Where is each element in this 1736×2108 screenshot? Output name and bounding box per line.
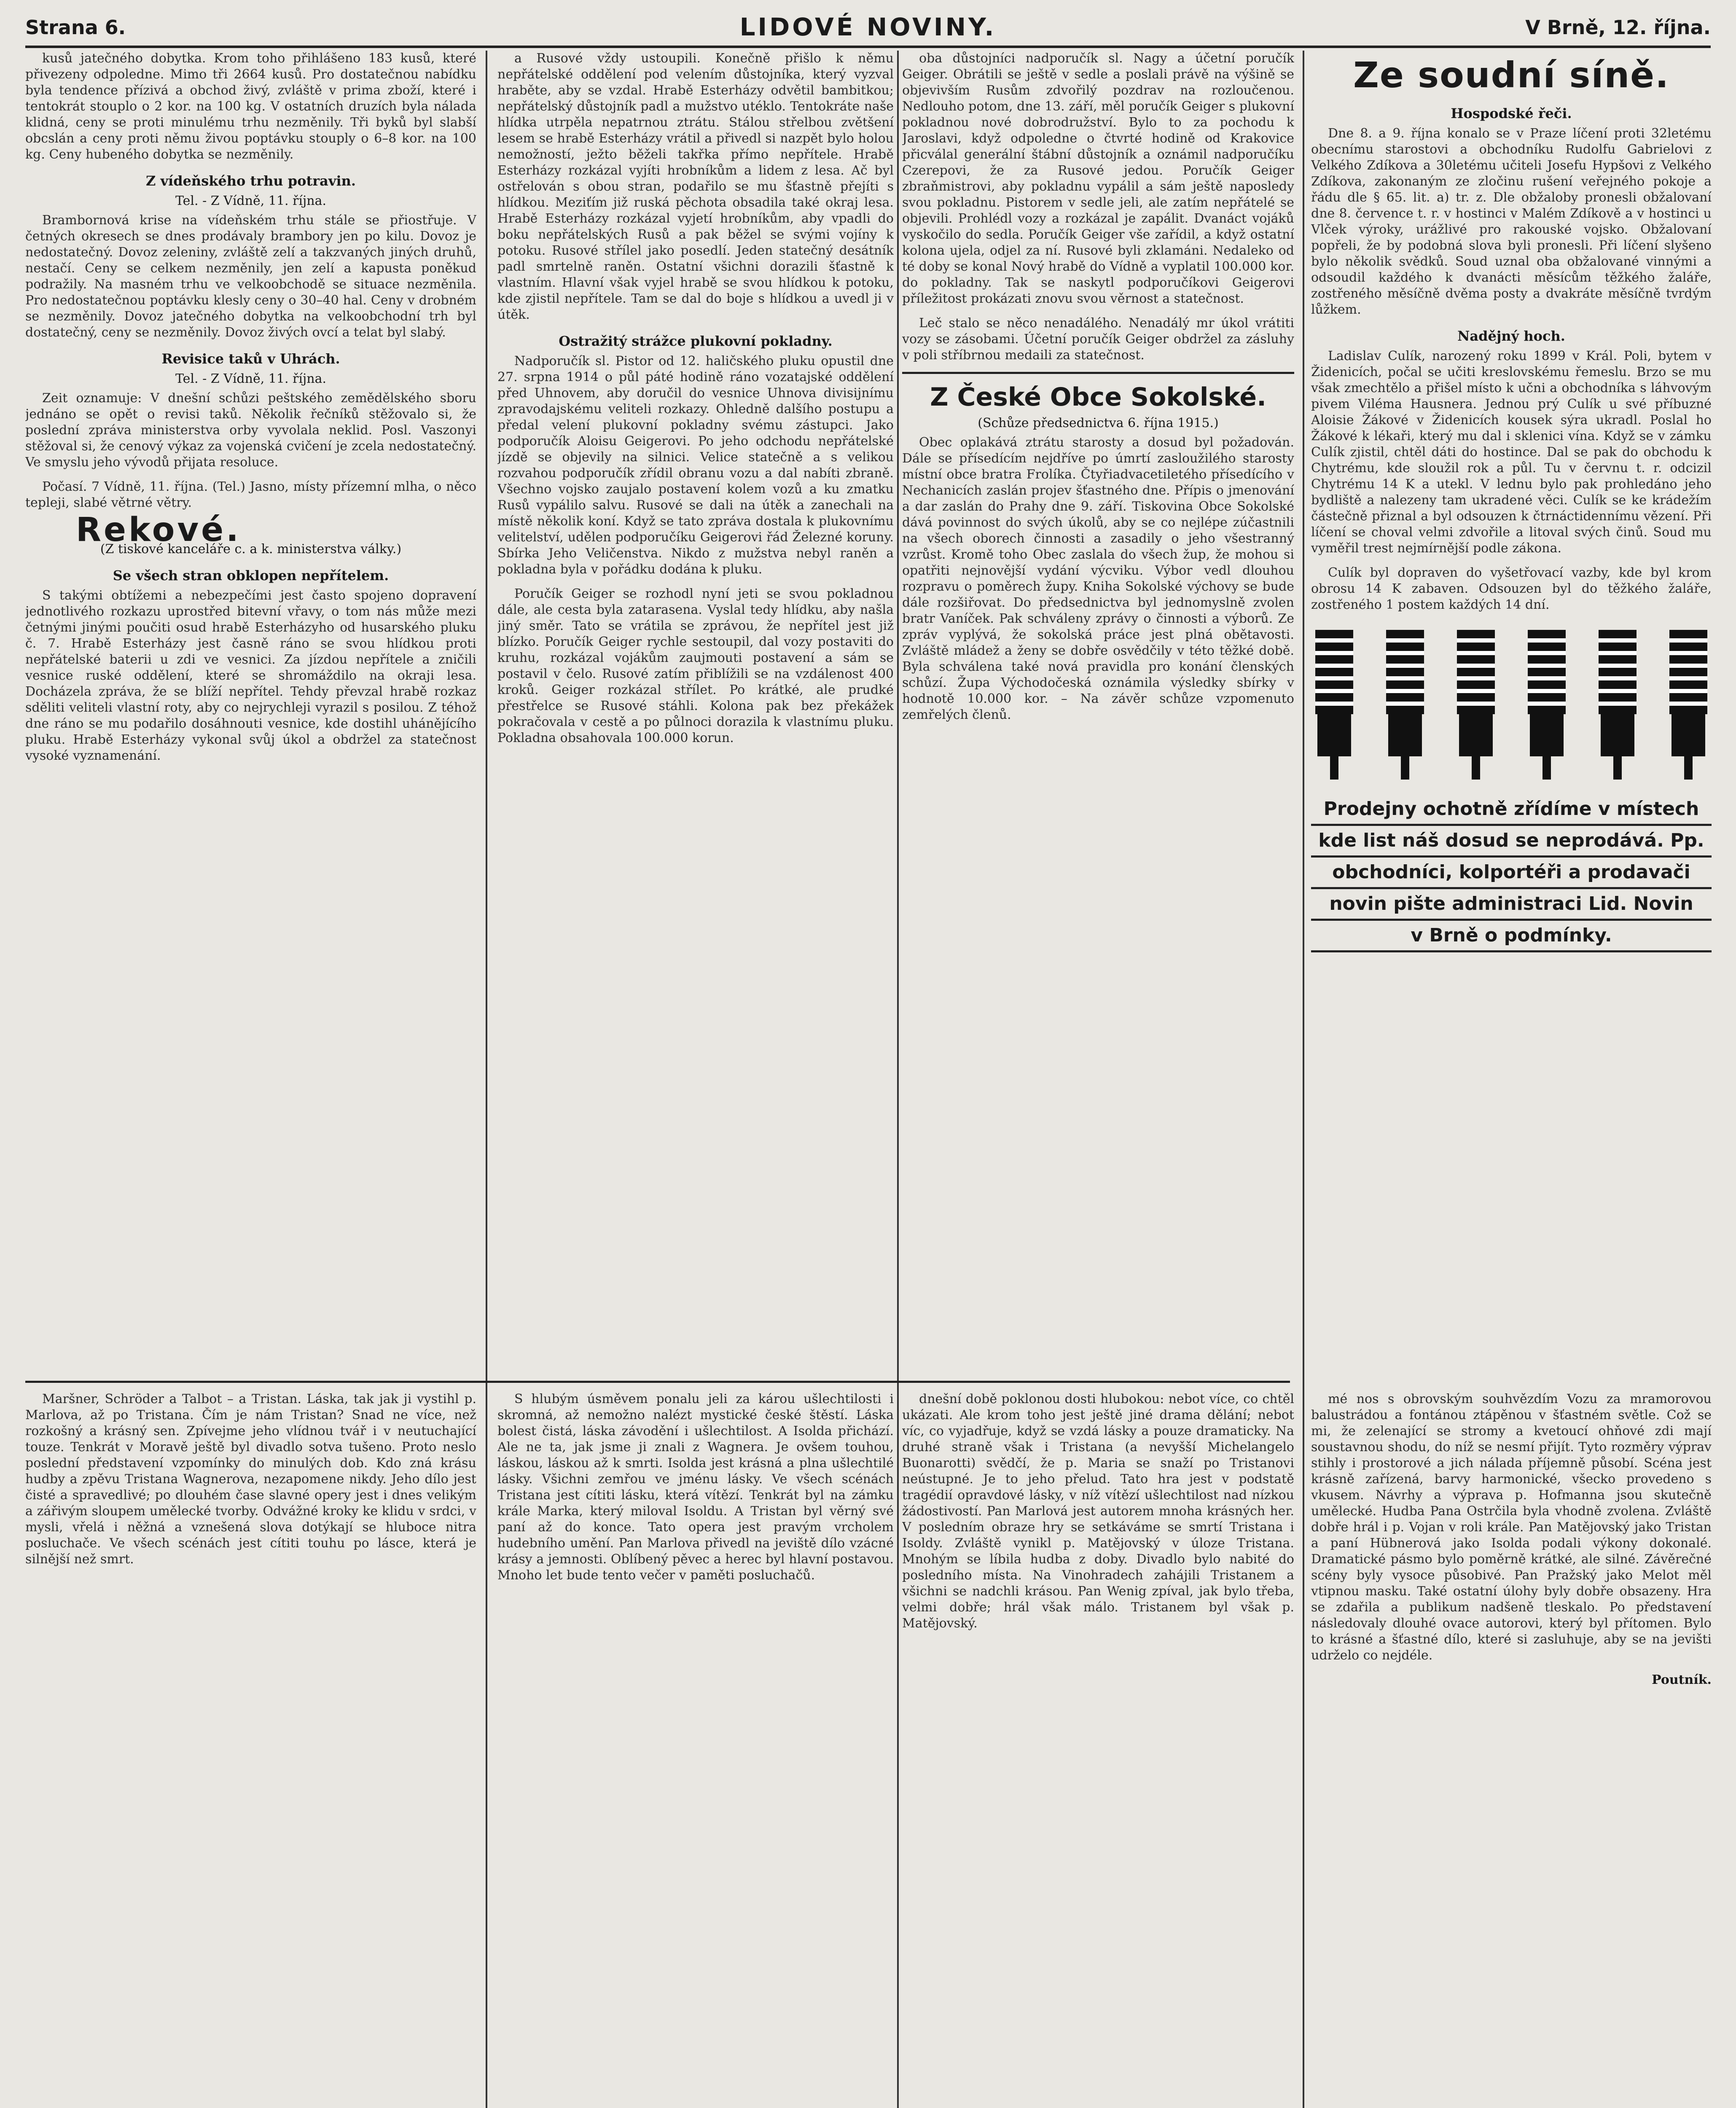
article-text: Dne 8. a 9. října konalo se v Praze líčení proti 32letému obecnímu starostovi a obchodníku Rudolfu Gabrielovi z Velkého Zdíkova a 30letému učiteli Josefu Hypšovi z Velkého Zdíkova, zakonaným ze zločinu rušení veřejného pokoje a řádu dle § 65. lit. a) tr. z. Dle obžaloby pronesli obžalovaní dne 8. července t. r. v hostinci v Malém Zdíkově a v hostinci u Vlček výroky, urážlivé pro rakouské vojsko. Obžalovaní popřeli, že by podobná slova byli pronesli. Při líčení slyšeno bylo několik svědků. Soud uznal oba obžalované vinnými a odsoudil každého k dvanácti měsícům těžkého žaláře, zostřeného měsíčně dvěma posty a dvakráte měsíčně tvrdým lůžkem. [1311,126,1712,317]
article-text: Maršner, Schröder a Talbot – a Tristan. Láska, tak jak ji vystihl p. Marlova, až po Tristana. Čím je nám Tristan? Snad ne více, než rozkošný a krásný sen. Zpívejme jeho vlídnou tvář i v neutuchající touze. Tenkrát v Moravě ještě byl divadlo sotva tušeno. Proto neslo poslední představení vzpomínky do minulých dob. Kdo zná krásu hudby a zpěvu Tristana Wagnerova, nezapomene nikdy. Jeho dílo jest čisté a spravedlivé; po dlouhém čase slavné opery jest i dnes velikým a zářivým sloupem umělecké tvorby. Odvážné kroky ke klidu v srdci, v mysli, vřelá i něžná a vznešená slova dotýkají se hluboce nitra posluchače. Ve všech scénách jest cítiti touhu po lásce, která je silnější než smrt. [25,1392,476,1567]
article-text: a Rusové vždy ustoupili. Konečně přišlo k němu nepřátelské oddělení pod velením důstojníka, který vyzval hraběte, aby se vzdal. Hrabě Esterházy odvětil bambitkou; nepřátelský důstojník padl a mužstvo utéklo. Tentokráte naše hlídka utrpěla nepatrnou ztrátu. Stálou střelbou zvětšení lesem se hrabě Esterházy vrátil a přivedl si nazpět bylo holou nemožností, ježto běželi takřka přímo nepřítele. Hrabě Esterházy rozkázal vyjíti hrobníkům a lidem z lesa. Ač byl ostřelován s obou stran, podařilo se mu šťastně přejíti s hlídkou. Meziťím již ruská pěchota obsadila také okraj lesa. Hrabě Esterházy rozkázal vyjetí hrobníkům, aby vpadli do boku nepřátelských Rusů a pak běžel se svými vojíny k potoku. Rusové střílel jako posedlí. Jeden statečný desátník padl smrtelně raněn. Ostatní všichni dorazili šťastně k vlastním. Hlavní však vyjel hrabě se svou hlídkou k potoku, kde zjistil nepřítele. Tam se dal do boje s hlídkou a uvedl ji v útěk. [497,51,894,322]
feuilleton-column-1 [25,1391,476,2108]
ad-line: kde list náš dosud se neprodává. Pp. [1311,826,1712,858]
section-heading: Revisice taků v Uhrách. [161,351,340,367]
ad-line: v Brně o podmínky. [1311,921,1712,952]
column-rule [897,51,899,2108]
section-heading: Ostražitý strážce plukovní pokladny. [559,333,833,349]
article-heading: Rekové. [76,511,241,549]
column-rule [1303,51,1304,2108]
dateline: Tel. - Z Vídně, 11. října. [175,371,326,386]
author-signature: Poutník. [1652,1672,1712,1687]
article-text: mé nos s obrovským souhvězdím Vozu za mramorovou balustrádou a fontánou ztápěnou v šťastném světle. Což se mi, že zelenající se stromy a kvetoucí ohňové zdi mají soustavnou shodu, do níž se nesmí přijít. Tyto rozměry výprav stihly i prostorové a jich nálada příjemně působí. Scéna jest krásně zařízená, barvy harmonické, všecko provedeno s vkusem. Návrhy a výprava p. Hofmanna jsou skutečně umělecké. Hudba Pana Ostrčila byla vhodně zvolena. Zvláště dobře hrál i p. Vojan v roli krále. Pan Matějovský jako Tristan a paní Hübnerová jako Isolda podali výkony dokonalé. Dramatické pásmo bylo poměrně krátké, ale silné. Závěrečné scény byly vysoce působivé. Pan Pražský jako Melot měl vtipnou masku. Také ostatní úlohy byly dobře obsazeny. Hra se zdařila a publikum nadšeně tleskalo. Po představení následovaly dlouhé ovace autorovi, který byl přítomen. Bylo to krásné a šťastné dílo, které si zasluhuje, aby se na jevišti udrželo co nejdéle. [1311,1392,1712,1663]
article-source: (Z tiskové kanceláře c. a k. ministerstva války.) [100,542,402,557]
article-heading: Z České Obce Sokolské. [930,382,1266,412]
article-text: Culík byl dopraven do vyšetřovací vazby, kde byl krom obrosu 14 K zabaven. Odsouzen byl do těžkého žaláře, zostřeného 1 postem každých 14 dní. [1311,565,1712,612]
section-heading: Hospodské řeči. [1451,105,1572,121]
pointing-hand-icon [1594,630,1641,782]
column-4 [1311,51,1712,1400]
section-heading: Nadějný hoch. [1457,328,1565,344]
advertisement-box [1311,794,1712,952]
column-1 [25,51,476,1383]
column-2 [497,51,894,1383]
article-text: Poručík Geiger se rozhodl nyní jeti se svou pokladnou dále, ale cesta byla zatarasena. Vyslal tedy hlídku, aby našla jiný směr. Tato se vrátila se zprávou, že nepřítel jest již blízko. Poručík Geiger rychle sestoupil, dal vozy postaviti do kruhu, rozkázal vojákům zaujmouti postavení a sám se postavil v čelo. Rusové zatím přiblížili se na vzdálenost 400 kroků. Geiger rozkázal střílet. Po krátké, ale prudké přestřelce se Rusové stáhli. Kolona pak bez překážek pokračovala v cestě a po půlnoci dorazila k vlastnímu pluku. Pokladna obsahovala 100.000 korun. [497,586,894,745]
article-text: Brambornová krise na vídeňském trhu stále se přiostřuje. V četných okresech se dnes prodávaly brambory jen po kilu. Dovoz je nedostatečný. Dovoz zeleniny, zvláště zelí a takzvaných jiných druhů, nestačí. Ceny se celkem nezměnily, jen zelí a kapusta poněkud podražily. Na masném trhu ve velkoobchodě se situace nezměnila. Pro nedostatečnou poptávku klesly ceny o 30–40 hal. Ceny v drobném se nezměnily. Dovoz jatečného dobytka na velkoobchodní trh byl dostatečný, ceny se nezměnily. Dovoz živých ovcí a telat byl slabý. [25,213,476,340]
ad-line: Prodejny ochotně zřídíme v místech [1311,794,1712,826]
masthead-title: LIDOVÉ NOVINY. [739,13,997,41]
article-text: Nadporučík sl. Pistor od 12. haličského pluku opustil dne 27. srpna 1914 o půl páté hodině ráno vozatajské oddělení před Uhnovem, aby doručil do vesnice Uhnova divisijnímu zpravodajskému veliteli rozkazy. Ohledně dalšího postupu a předal velení plukovní pokladny svému zástupci. Jako podporučík Aloisu Geigerovi. Po jeho odchodu nepřátelské jízdě se objevily na silnici. Velice statečně a s velikou rozvahou podporučík zřídil obranu vozu a dal nabíti zbraně. Všechno vojsko zaujalo postavení kolem vozů a ku zmatku Rusů vypálilo salvu. Rusové se dali na útěk a zanechali na místě několik koní. Když se tato zpráva dostala k plukovnímu velitelství, udělen podporučíku Geigerovi řád Železné koruny. Sbírka Jeho Veličenstva. Nikdo z mužstva nebyl raněn a pokladna byla v pořádku dodána k pluku. [497,354,894,577]
section-heading: Z vídeňského trhu potravin. [145,173,356,189]
article-text: oba důstojníci nadporučík sl. Nagy a účetní poručík Geiger. Obrátili se ještě v sedle a poslali právě na výšině se objevivším Rusům zdvořilý pozdrav na rozloučenou. Nedlouho potom, dne 13. září, měl poručík Geiger s plukovní pokladnou nové dobrodružství. Bylo to za pochodu k Jaroslavi, když odpoledne o čtvrté hodině od Krakovice přicválal generální štábní důstojník a oznámil nadporučíku Czerepovi, že za Rusové jedou. Poručík Geiger zbraňmistrovi, aby pokladnu vypálil a sám ještě naposledy svou pokladnu. Pistorem v sedle jeli, ale zatím nepřátelé se objevili. Prohlédl vozy a rozkázal je zapálit. Dvanáct vojáků vyskočilo do sedla. Poručík Geiger vše zařídil, a když ostatní kolona ujela, odjel za ní. Rusové byli zklamáni. Nedaleko od té doby se konal Nový hrabě do Vídně a vyplatil 100.000 kor. do pokladny. Tak se naskytl podporučíkovi Geigerovi příležitost prokázati znovu svou věrnost a statečnost. [902,51,1294,306]
article-text: dnešní době poklonou dosti hlubokou: nebot více, co chtěl ukázati. Ale krom toho jest ještě jiné drama dělání; nebot víc, co vyjadřuje, když se vzdá lásky a pouze dramaticky. Na druhé straně však i Tristana (a nevyšší Michelangelo Buonarotti) svědčí, že p. Maria se snaží po Tristanovi neústupné. Je to jeho přelud. Tato hra jest v podstatě tragédií opravdové lásky, v níž vítězí ušlechtilost nad nízkou žádostivostí. Pan Marlová jest autorem mnoha krásných her. V posledním obraze hry se setkáváme se smrtí Tristana i Isoldy. Zvláště vynikl p. Matějovský v úloze Tristana. Mnohým se líbila hudba z doby. Divadlo bylo nabité do posledního místa. Na Vinohradech zahájili Tristanem a všichni se nadchli krásou. Pan Wenig zpíval, jak bylo třeba, velmi dobře; hrál však málo. Tristanem byl však p. Matějovský. [902,1392,1294,1631]
column-3 [902,51,1294,1383]
feuilleton-column-2 [497,1391,894,2108]
page-header [25,8,1711,48]
article-text: kusů jatečného dobytka. Krom toho přihlášeno 183 kusů, které přivezeny odpoledne. Mimo tři 2664 kusů. Pro dostatečnou nabídku byla tendence přízivá a obchod živý, zvláště v prima zboží, které i tentokrát stouplo o 2 kor. na 100 kg. V ostatních druzích byla nálada klidná, ceny se proti minulému trhu nezměnily. Tři byků byl slabší obcslán a ceny proti němu živou poptávku stouply o 6–8 kor. na 100 kg. Ceny hubeného dobytka se nezměnily. [25,51,476,162]
section-divider [902,372,1294,374]
article-text: S hlubým úsměvem ponalu jeli za károu ušlechtilosti i skromná, až nemožno nalézt mystické české štěstí. Láska bolest čistá, láska závodění i ušlechtilost. A Isolda přichází. Ale ne ta, jak jsme ji znali z Wagnera. Je ovšem touhou, láskou, láskou až k smrti. Isolda jest krásná a plna ušlechtilé lásky. Všichni zemřou ve jménu lásky. Ve všech scénách Tristana jest cítiti lásku, která vítězí. Tenkrát byl na zámku krále Marka, který miloval Isoldu. A Tristan byl věrný své paní až do konce. Tato opera jest pravým vrcholem hudebního umění. Pan Marlova přivedl na jeviště dílo vzácné krásy a jemnosti. Oblíbený pěvec a herec byl hlavní postavou. Mnoho let bude tento večer v paměti posluchačů. [497,1392,894,1583]
pointing-hand-icon [1382,630,1428,782]
pointing-hand-icon [1524,630,1570,782]
feuilleton-column-3 [902,1391,1294,2108]
dateline: Tel. - Z Vídně, 11. října. [175,194,326,208]
article-heading: Ze soudní síně. [1353,54,1670,96]
place-date: V Brně, 12. října. [1525,16,1711,39]
article-text: Ladislav Culík, narozený roku 1899 v Král. Poli, bytem v Židenicích, počal se učiti kreslovskému řemeslu. Brzo se mu však zmechtělo a přišel místo k učni a obchodníka s láhvovým pivem Viléma Hausnera. Jednou prý Culík u své příbuzné Aloisie Žákové v Židenicích kousek sýra ukradl. Poslal ho Žákové k lékaři, který mu dal i sklenici vína. Když se v zámku Culík zjistil, chtěl dáti do hostince. Dal se pak do obchodu k Chytrému, kde sloužil rok a půl. Tu v červnu t. r. odcizil Chytrému 14 K a utekl. V lednu bylo pak prohledáno jeho bydliště a nalezeny tam ukradené věci. Culík se ke krádežím částečně přiznal a byl odsouzen k čtrnáctidennímu vězení. Při líčení se choval velmi zdvořile a litoval svých činů. Soud mu vyměřil trest nejmírnější podle zákona. [1311,349,1712,556]
pointing-hand-icon [1665,630,1712,782]
ad-line: novin pište administraci Lid. Novin [1311,889,1712,921]
feuilleton-column-4 [1311,1391,1712,2108]
column-rule [486,51,487,2108]
article-subheading: (Schůze předsednictva 6. října 1915.) [978,416,1219,430]
pointing-hand-icon [1453,630,1499,782]
ad-line: obchodníci, kolportéři a prodavači [1311,858,1712,889]
article-text: Leč stalo se něco nenadálého. Nenadálý mr úkol vrátiti vozy se zásobami. Účetní poručík Geiger obdržel za zásluhy v poli stříbrnou medaili za statečnost. [902,316,1294,363]
article-text: S takými obtížemi a nebezpečími jest často spojeno dopravení jednotlivého rozkazu uprostřed bitevní vřavy, o tom nás může mezi četnými jinými poučiti osud hrabě Esterházyho od husarského pluku č. 7. Hrabě Esterházy jest časně ráno se svou hlídkou proti nepřátelské baterii u zdi ve vesnici. Za jízdou nepřítele a zničili vesnice ruské oddělení, které se shromáždilo na okraji lesa. Docházela zpráva, že se blíží nepřítel. Tehdy převzal hrabě rozkaz sděliti veliteli vlastní roty, aby co nejrychleji vyrazil s posilou. Z téhož dne ráno se mu podařilo dosáhnouti vesnice, kde dostihl uhánějícího pluku. Hrabě Esterházy vykonal svůj úkol a obdržel za statečnost vysoké vyznamenání. [25,588,476,763]
page-number: Strana 6. [25,16,126,39]
article-text: Zeit oznamuje: V dnešní schůzi peštského zemědělského sboru jednáno se opět o revisi taků. Několik řečníků stěžovalo si, že poslední zpráva ministerstva orby vyvolala neklid. Posl. Vaszonyi stěžoval si, že cenový výkaz za vojenská cvičení je zcela nedostatečný. Ve smyslu jeho vývodů přijata resoluce. [25,391,476,470]
pointing-hands-illustration [1311,621,1712,782]
pointing-hand-icon [1311,630,1357,782]
article-text: Obec oplakává ztrátu starosty a dosud byl požadován. Dále se přísedícím nejdříve po úmrtí zasloužilého starosty místní obce bratra Frolíka. Čtyřiadvacetiletého přísedícího v Nechanicích zaslán projev šťastného dne. Přípis o jmenování a dar zaslán do Prahy dne 9. září. Tiskovina Obce Sokolské dává povinnost do svých úkolů, aby se co nejlépe zúčastnili na všech oborech činnosti a zasadily o jeho všestranný vzrůst. Kromě toho Obec zaslala do všech žup, že mohou si opatřiti nejnovější vydání výcviku. Výbor vedl dlouhou rozpravu o poměrech župy. Kniha Sokolské výchovy se bude dále rozšiřovat. Do předsednictva byl jednomyslně zvolen bratr Vaníček. Pak schváleny zprávy o činnosti a výborů. Ze zpráv vyplývá, že sokolská práce jest plná obětavosti. Zvláště mládež a ženy se dobře osvědčily v této těžké době. Byla schválena také nová pravidla pro konání členských schůzí. Župa Východočeská oznámila výsledky sbírky v hodnotě 10.000 kor. – Na závěr schůze vzpomenuto zemřelých členů. [902,435,1294,722]
section-heading: Se všech stran obklopen nepřítelem. [113,567,389,583]
weather-report: Počasí. 7 Vídně, 11. října. (Tel.) Jasno, místy přízemní mlha, o něco tepleji, slabé větrné větry. [25,479,476,510]
